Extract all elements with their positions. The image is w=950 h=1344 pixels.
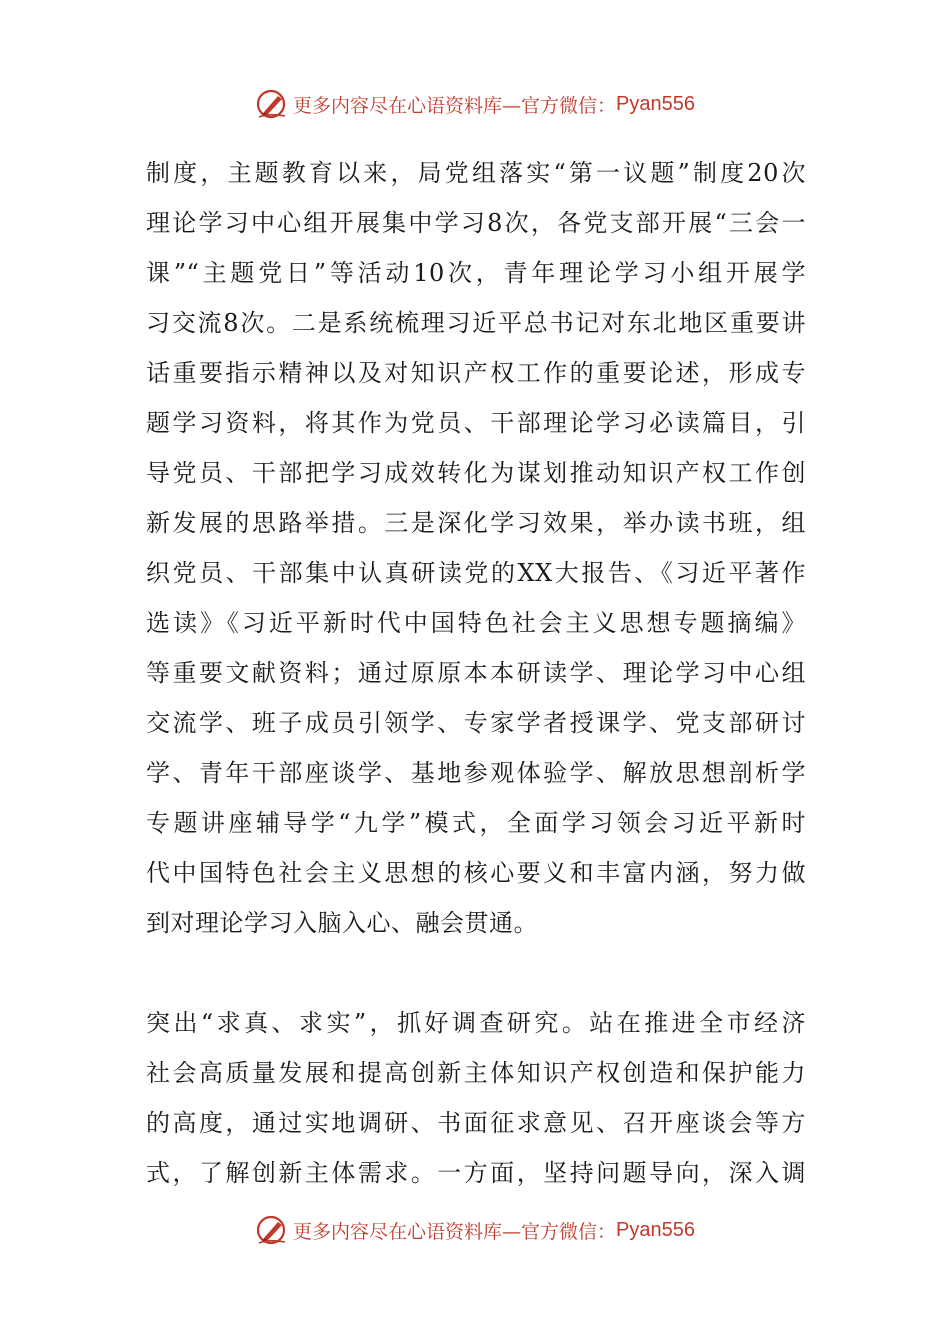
watermark-account: Pyan556: [616, 92, 695, 115]
text-line: 式，了解创新主体需求。一方面，坚持问题导向，深入调: [146, 1159, 806, 1187]
text-line: 等重要文献资料；通过原原本本研读学、理论学习中心组: [146, 659, 806, 687]
text-line: 理论学习中心组开展集中学习8次，各党支部开展“三会一: [146, 209, 806, 237]
text-line: 社会高质量发展和提高创新主体知识产权创造和保护能力: [146, 1059, 806, 1087]
paragraph-1: [146, 148, 806, 948]
text-line: 代中国特色社会主义思想的核心要义和丰富内涵，努力做: [146, 859, 806, 887]
text-line: 突出“求真、求实”，抓好调查研究。站在推进全市经济: [146, 1009, 806, 1037]
text-line: 的高度，通过实地调研、书面征求意见、召开座谈会等方: [146, 1109, 806, 1137]
text-line: 题学习资料，将其作为党员、干部理论学习必读篇目，引: [146, 409, 806, 437]
watermark-banner-bottom: [0, 1210, 950, 1250]
watermark-text: 更多内容尽在心语资料库—官方微信：: [293, 1220, 617, 1243]
paragraph-2: [146, 998, 806, 1198]
text-line: 织党员、干部集中认真研读党的XX大报告、《习近平著作: [146, 559, 806, 587]
text-line: 学、青年干部座谈学、基地参观体验学、解放思想剖析学: [146, 759, 806, 787]
watermark-account: Pyan556: [616, 1218, 695, 1241]
text-line: 导党员、干部把学习成效转化为谋划推动知识产权工作创: [146, 459, 806, 487]
text-line: 话重要指示精神以及对知识产权工作的重要论述，形成专: [146, 359, 806, 387]
text-line: 交流学、班子成员引领学、专家学者授课学、党支部研讨: [146, 709, 806, 737]
text-line: 课”“主题党日”等活动10次，青年理论学习小组开展学: [146, 259, 806, 287]
paragraph-gap: [146, 948, 806, 998]
pen-in-circle-logo-icon: [255, 1213, 289, 1247]
watermark-text: 更多内容尽在心语资料库—官方微信：: [293, 94, 617, 117]
watermark-banner-top: [0, 84, 950, 124]
document-body: [146, 148, 806, 1198]
text-line: 习交流8次。二是系统梳理习近平总书记对东北地区重要讲: [146, 309, 806, 337]
text-line: 专题讲座辅导学“九学”模式，全面学习领会习近平新时: [146, 809, 806, 837]
text-line-last: 到对理论学习入脑入心、融会贯通。: [146, 909, 538, 937]
pen-in-circle-logo-icon: [255, 87, 289, 121]
text-line: 新发展的思路举措。三是深化学习效果，举办读书班，组: [146, 509, 806, 537]
text-line: 选读》《习近平新时代中国特色社会主义思想专题摘编》: [146, 609, 806, 637]
text-line: 制度，主题教育以来，局党组落实“第一议题”制度20次: [146, 159, 806, 187]
